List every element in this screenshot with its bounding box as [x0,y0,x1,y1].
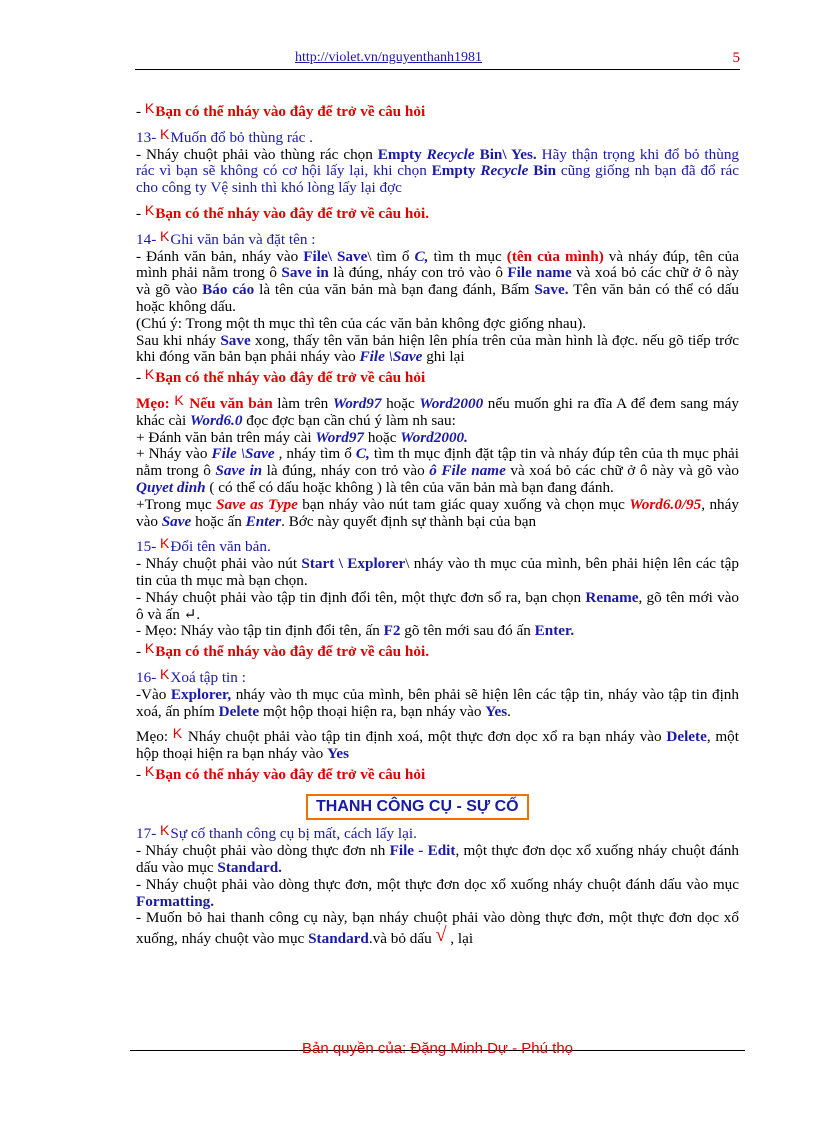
page-footer [130,1040,745,1064]
back-link[interactable]: - KBạn có thể nháy vào đây để trở về câu hỏi. [136,640,429,661]
k-marker-icon[interactable]: K [160,125,170,142]
header-divider [135,69,740,70]
tip-step-1: + Đánh văn bản trên máy cài Word97 hoặc Word2000. [136,428,468,446]
section-17-body: - Nháy chuột phải vào dòng thực đơn nh File - Edit, một thực đơn dọc xổ xuống nháy chuột đánh dấu vào mục Standard. [136,842,739,877]
k-marker-icon[interactable]: K [160,227,170,244]
k-marker-icon[interactable]: K [174,391,184,408]
k-marker-icon: K [144,201,155,218]
section-15-rename: - Nháy chuột phải vào tập tin định đổi tên, một thực đơn sổ ra, bạn chọn Rename, gõ tên mới vào ô và ấn ↵. [136,588,739,623]
footer-copyright: Bản quyền của: Đặng Minh Dự - Phú thọ [301,1040,574,1057]
section-14-body-2: Sau khi nháy Save xong, thấy tên văn bản hiện lên phía trên của màn hình là đợc. nếu gõ tiếp trớc khi đóng văn bản bạn phải nháy vào File \Save ghi lại [136,331,739,366]
k-marker-icon[interactable]: K [160,665,170,682]
section-16-tip: Mẹo: K Nháy chuột phải vào tập tin định xoá, một thực đơn dọc xổ ra bạn nháy vào Delete, một hộp thoại hiện ra bạn nháy vào Yes [136,725,739,763]
section-17-formatting: - Nháy chuột phải vào dòng thực đơn, một thực đơn dọc xổ xuống nháy chuột đánh dấu vào mục Formatting. [136,875,739,910]
header-url-link[interactable]: http://violet.vn/nguyenthanh1981 [295,50,483,65]
tip-word-save: Mẹo: K Nếu văn bản làm trên Word97 hoặc Word2000 nếu muốn ghi ra đĩa A để đem sang máy khác cài Word6.0 đọc đợc bạn cần chú ý làm nh sau: [136,391,740,429]
back-link[interactable]: - KBạn có thể nháy vào đây để trở về câu hỏi [136,366,426,387]
section-15-heading: 15- KĐổi tên văn bản. [136,535,271,556]
section-13-heading: 13- KMuốn đổ bỏ thùng rác . [136,125,313,146]
k-marker-icon[interactable]: K [160,535,170,552]
check-mark-icon: √ [435,924,447,947]
k-marker-icon: K [144,640,155,657]
section-17-remove: - Muốn bỏ hai thanh công cụ này, bạn nháy chuột phải vào dòng thực đơn, một thực đơn dọc xổ xuống, nháy chuột vào mục Standard.và bỏ dấu √ , lại [136,909,739,948]
section-14-body: - Đánh văn bản, nháy vào File\ Save\ tìm ổ C, tìm th mục (tên của mình) và nháy đúp, tên của mình phải nằm trong ô Save in là đúng, nháy con trỏ vào ô File name và xoá bỏ các chữ ở ô này và gõ vào Báo cáo là tên của văn bản mà bạn đang đánh, Bấm Save. Tên văn bản có thể có dấu hoặc không dấu. [136,247,740,315]
tip-step-3: +Trong mục Save as Type bạn nháy vào nút tam giác quay xuống và chọn mục Word6.0/95, nháy vào Save hoặc ấn Enter. Bớc này quyết định sự thành bại của bạn [136,495,739,530]
back-link[interactable]: - KBạn có thể nháy vào đây để trở về câu hỏi. [136,201,429,222]
k-marker-icon[interactable]: K [172,725,183,742]
section-13-body: - Nháy chuột phải vào thùng rác chọn Empty Recycle Bin\ Yes. Hãy thận trọng khi đổ bỏ thùng rác vì bạn sẽ không có cơ hội lấy lại, khi chọn Empty Recycle Bin cũng giống nh bạn đã đổ rác cho công ty Vệ sinh thì khó lòng lấy lại đợc [136,145,740,197]
section-15-tip: - Mẹo: Nháy vào tập tin định đổi tên, ấn F2 gõ tên mới sau đó ấn Enter. [136,622,575,640]
page-number: 5 [732,50,740,66]
back-link[interactable]: - KBạn có thể nháy vào đây để trở về câu hỏi [136,762,426,783]
page-header [135,50,740,70]
document-body [136,100,739,948]
section-title-box: THANH CÔNG CỤ - SỰ CỐ [306,794,529,821]
back-link[interactable]: - KBạn có thể nháy vào đây để trở về câu hỏi [136,100,426,120]
tip-step-2: + Nháy vào File \Save , nháy tìm ổ C, tìm th mục định đặt tập tin và nháy đúp tên của th mục phải nằm trong ô Save in là đúng, nháy con trỏ vào ô File name và xoá bỏ các chữ ở ô này và gõ vào Quyet dinh ( có thể có dấu hoặc không ) là tên của văn bản mà bạn đang đánh. [136,445,740,496]
k-marker-icon[interactable]: K [160,822,170,839]
section-14-note: (Chú ý: Trong một th mục thì tên của các văn bản không đợc giống nhau). [136,314,587,332]
section-16-heading: 16- KXoá tập tin : [136,665,246,686]
k-marker-icon: K [144,366,155,383]
section-14-heading: 14- KGhi văn bản và đặt tên : [136,227,316,248]
section-16-body: -Vào Explorer, nháy vào th mục của mình, bên phải sẽ hiện lên các tập tin, nháy vào tập tin định xoá, ấn phím Delete một hộp thoại hiện ra, bạn nháy vào Yes. [136,685,739,720]
k-marker-icon: K [144,762,155,779]
section-17-heading: 17- KSự cố thanh công cụ bị mất, cách lấy lại. [136,822,417,843]
k-marker-icon: K [144,100,155,116]
section-15-body: - Nháy chuột phải vào nút Start \ Explorer\ nháy vào th mục của mình, bên phải hiện lên các tập tin của th mục mà bạn chọn. [136,555,739,589]
